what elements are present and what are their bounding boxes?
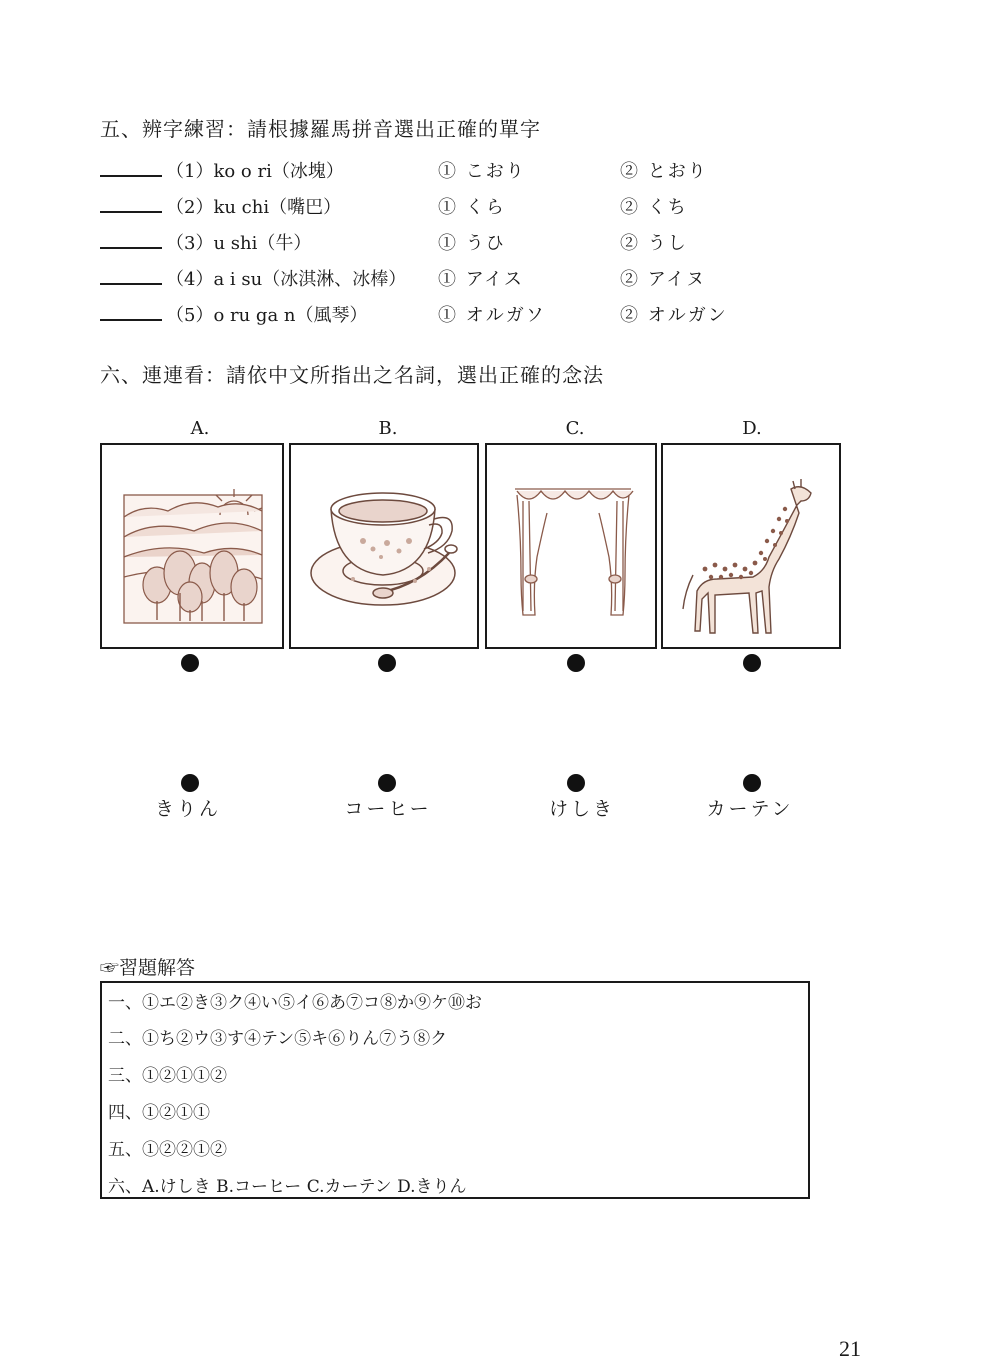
option-5-2: ② オルガン xyxy=(620,305,728,326)
answer-line-6: 六、A.けしき B.コーヒー C.カーテン D.きりん xyxy=(108,1177,467,1197)
option-5-1: ① オルガソ xyxy=(438,305,546,326)
picture-box-d xyxy=(661,443,841,649)
question-romaji-4: （4）a i su（冰淇淋、冰棒） xyxy=(166,269,407,290)
bottom-dot-4[interactable] xyxy=(743,774,761,792)
answer-line-1: 一、①エ②き③ク④い⑤イ⑥あ⑦コ⑧か⑨ケ⑩お xyxy=(108,993,482,1013)
picture-label-d: D. xyxy=(742,418,762,439)
top-dot-b[interactable] xyxy=(378,654,396,672)
question-row-5 xyxy=(100,301,800,331)
picture-label-a: A. xyxy=(190,418,210,439)
answer-line-2: 二、①ち②ウ③す④テン⑤キ⑥りん⑦う⑧ク xyxy=(108,1029,448,1049)
top-dot-a[interactable] xyxy=(181,654,199,672)
section5-heading: 五、辨字練習：請根據羅馬拼音選出正確的單字 xyxy=(100,117,541,141)
picture-box-b xyxy=(289,443,479,649)
coffee-cup-icon xyxy=(291,445,477,647)
answer-blank-1[interactable] xyxy=(100,175,162,177)
answers-box xyxy=(100,981,810,1199)
landscape-icon xyxy=(102,445,282,647)
answer-blank-3[interactable] xyxy=(100,247,162,249)
option-1-2: ② とおり xyxy=(620,161,708,182)
option-4-2: ② アイヌ xyxy=(620,269,707,290)
question-romaji-2: （2）ku chi（嘴巴） xyxy=(166,197,342,218)
bottom-dot-1[interactable] xyxy=(181,774,199,792)
question-romaji-1: （1）ko o ri（冰塊） xyxy=(166,161,344,182)
answer-blank-5[interactable] xyxy=(100,319,162,321)
question-row-2 xyxy=(100,193,800,223)
option-3-1: ① うひ xyxy=(438,233,506,254)
match-word-1: きりん xyxy=(154,798,221,820)
option-2-2: ② くち xyxy=(620,197,688,218)
picture-label-b: B. xyxy=(378,418,398,439)
answer-line-3: 三、①②①①② xyxy=(108,1066,227,1086)
answer-line-4: 四、①②①① xyxy=(108,1103,210,1123)
answer-blank-4[interactable] xyxy=(100,283,162,285)
picture-box-c xyxy=(485,443,657,649)
giraffe-icon xyxy=(663,445,839,647)
option-4-1: ① アイス xyxy=(438,269,524,290)
question-romaji-3: （3）u shi（牛） xyxy=(166,233,312,254)
question-romaji-5: （5）o ru ga n（風琴） xyxy=(166,305,368,326)
question-row-3 xyxy=(100,229,800,259)
match-word-2: コーヒー xyxy=(344,798,432,820)
option-1-1: ① こおり xyxy=(438,161,526,182)
match-word-3: けしき xyxy=(548,798,615,820)
bottom-dot-3[interactable] xyxy=(567,774,585,792)
answers-title: ☞習題解答 xyxy=(100,957,196,979)
picture-label-c: C. xyxy=(565,418,585,439)
top-dot-d[interactable] xyxy=(743,654,761,672)
question-row-1 xyxy=(100,157,800,187)
answer-line-5: 五、①②②①② xyxy=(108,1140,227,1160)
answer-blank-2[interactable] xyxy=(100,211,162,213)
question-row-4 xyxy=(100,265,800,295)
section6-heading: 六、連連看：請依中文所指出之名詞，選出正確的念法 xyxy=(100,363,604,387)
picture-box-a xyxy=(100,443,284,649)
match-word-4: カーテン xyxy=(706,798,794,820)
top-dot-c[interactable] xyxy=(567,654,585,672)
bottom-dot-2[interactable] xyxy=(378,774,396,792)
option-3-2: ② うし xyxy=(620,233,688,254)
option-2-1: ① くら xyxy=(438,197,506,218)
page-number: 21 xyxy=(839,1336,861,1361)
curtain-icon xyxy=(487,445,655,647)
